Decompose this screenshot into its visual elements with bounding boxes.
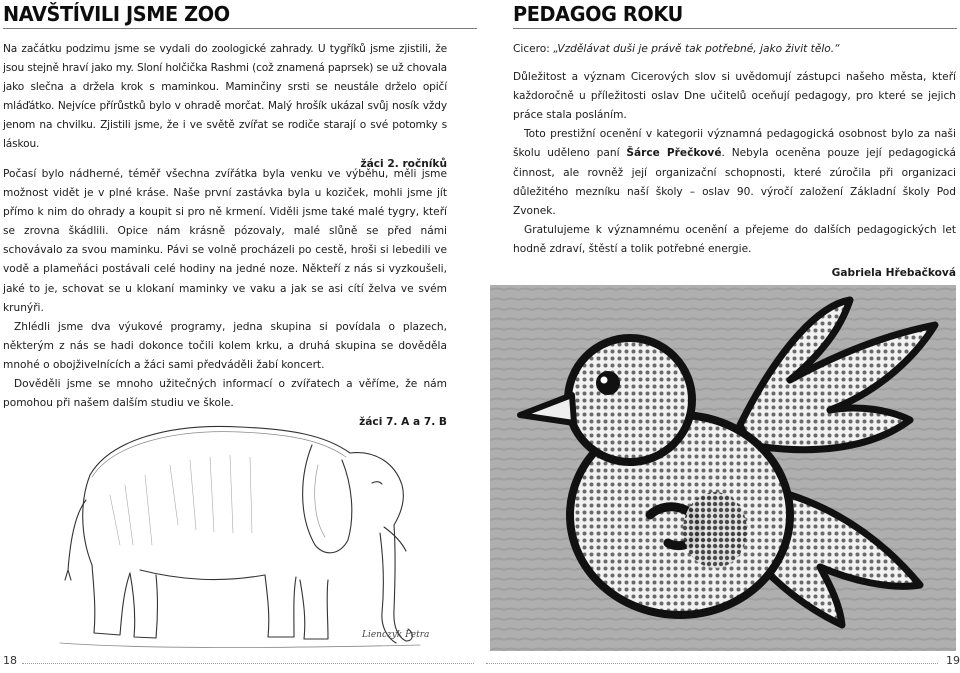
page-number-left: 18 <box>3 654 17 667</box>
zoo-paragraph-4: Dověděli jsme se mnoho užitečných informací o zvířatech a věříme, že nám pomohou při našem dalším studiu ve škole. <box>3 378 447 410</box>
pedagog-paragraph-1: Důležitost a význam Cicerových slov si uvědomují zástupci našeho města, kteří každoročně u příležitosti oslav Dne učitelů oceňují pedagogy, pro které se jejich práce stala posláním. <box>513 71 956 122</box>
pedagog-paragraph-3: Gratulujeme k významnému ocenění a přejeme do dalších pedagogických let hodně zdraví, štěstí a tolik potřebné energie. <box>513 223 956 255</box>
zoo-paragraph-1: Na začátku podzimu jsme se vydali do zoologické zahrady. U tygříků jsme zjistili, že jsou stejně hraví jako my. Sloní holčička Rashmi (což znamená paprsek) se už chovala jako slečna a držela krok s maminkou. Maminčiny srsti se neustále drželo opičí mláďátko. Nejvíce přírůstků bylo v ohradě morčat. Malý hrošík ukázal svůj nosík vždy jenom na chvilku. Zjistili jsme, že i ve světě zvířat se rodiče starají o své potomky s láskou. <box>3 43 447 151</box>
zoo-paragraph-3: Zhlédli jsme dva výukové programy, jedna skupina si povídala o plazech, některým z nás se hadi dokonce točili kolem krku, a druhá skupina se dověděla mnohé o obojživelnících a žáci sami předváděli žabí koncert. <box>3 320 447 371</box>
para2-text-a: Toto prestižní ocenění v kategorii významná pedagogická osobnost bylo za naši školu uděleno paní <box>513 128 956 160</box>
article-title-pedagog: PEDAGOG ROKU <box>513 2 683 26</box>
elephant-drawing <box>50 405 430 653</box>
para2-text-b: . Nebyla oceněna pouze její pedagogická činnost, ale rovněž její organizační schopnosti, které zúročila při organizaci důležitého mezníku naší školy – oslav 90. výročí založení Základní školy Pod Zvonek. <box>513 147 956 217</box>
pedagog-paragraph-2 <box>513 125 956 220</box>
right-page <box>480 0 960 673</box>
zoo-article-part1 <box>3 40 447 174</box>
footer-dotted-line <box>22 663 474 664</box>
title-rule <box>513 28 957 29</box>
page-number-right: 19 <box>946 654 960 667</box>
pedagog-signature: Gabriela Hřebačková <box>831 267 956 280</box>
cicero-quote <box>513 40 956 59</box>
zoo-signature-1: žáci 2. ročníků <box>360 157 447 170</box>
zoo-article-part2 <box>3 165 447 432</box>
drawing-signature: Lienczyk Petra <box>362 630 430 640</box>
honoree-name: Šárce Přečkové <box>626 147 722 160</box>
article-title-zoo: NAVŠTÍVILI JSME ZOO <box>3 2 230 26</box>
bird-painting <box>490 285 956 651</box>
zoo-paragraph-2: Počasí bylo nádherné, téměř všechna zvířátka byla venku ve výběhu, měli jsme možnost vidět je v plné kráse. Naše první zastávka byla u koziček, mohli jsme jít přímo k nim do ohrady a koupit si pro ně krmení. Viděli jsme také malé tygry, kteří se zrovna škádlili. Opice nám krásně pózovaly, malé slůně se před námi schovávalo za svou maminku. Pávi se volně procházeli po cestě, hroši si lebedili ve vodě a plameňáci postávali celé hodiny na jedné noze. Někteří z nás si vyzkoušeli, jaké to je, schovat se u klokaní maminky ve vaku a jak se asi cítí želva ve svém krunýři. <box>3 168 447 314</box>
quote-text: „Vzdělávat duši je právě tak potřebné, jako živit tělo.“ <box>553 43 840 55</box>
title-rule <box>3 28 477 29</box>
zoo-signature-2: žáci 7. A a 7. B <box>359 416 447 429</box>
quote-prefix: Cicero: <box>513 43 554 55</box>
pedagog-article <box>513 40 956 283</box>
footer-dotted-line <box>486 663 938 664</box>
